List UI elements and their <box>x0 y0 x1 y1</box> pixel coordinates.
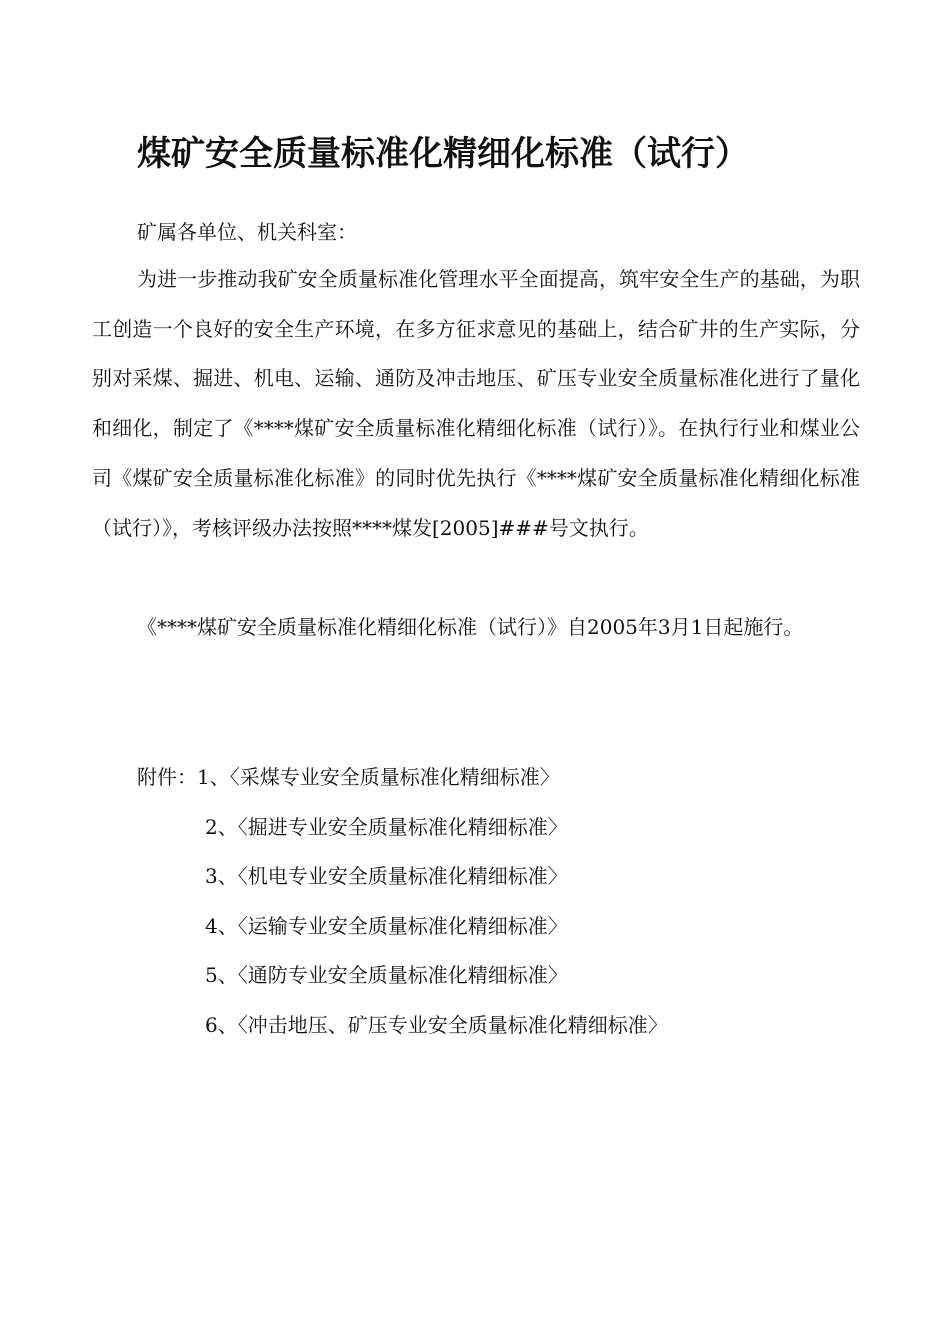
salutation: 矿属各单位、机关科室： <box>137 220 357 244</box>
attachments-label: 附件： <box>137 765 197 789</box>
attachment-item: 1、〈采煤专业安全质量标准化精细标准〉 <box>197 765 560 789</box>
document-title: 煤矿安全质量标准化精细化标准（试行） <box>137 134 749 174</box>
effective-date-paragraph: 《****煤矿安全质量标准化精细化标准（试行）》自2005年3月1日起施行。 <box>137 615 804 639</box>
body-paragraph: 为进一步推动我矿安全质量标准化管理水平全面提高，筑牢安全生产的基础，为职工创造一个良好的安全生产环境，在多方征求意见的基础上，结合矿井的生产实际，分别对采煤、掘进、机电、运输、通防及冲击地压、矿压专业安全质量标准化进行了量化和细化，制定了《****煤矿安全质量标准化精细化标准（试行）》。在执行行业和煤业公司《煤矿安全质量标准化标准》的同时优先执行《****煤矿安全质量标准化精细化标准（试行）》，考核评级办法按照****煤发[2005]###号文执行。 <box>92 267 860 540</box>
attachment-item: 4、〈运输专业安全质量标准化精细标准〉 <box>205 914 568 938</box>
attachment-item: 5、〈通防专业安全质量标准化精细标准〉 <box>205 963 568 987</box>
attachment-item: 6、〈冲击地压、矿压专业安全质量标准化精细标准〉 <box>205 1013 668 1037</box>
attachment-item: 3、〈机电专业安全质量标准化精细标准〉 <box>205 864 568 888</box>
attachment-item: 2、〈掘进专业安全质量标准化精细标准〉 <box>205 815 568 839</box>
